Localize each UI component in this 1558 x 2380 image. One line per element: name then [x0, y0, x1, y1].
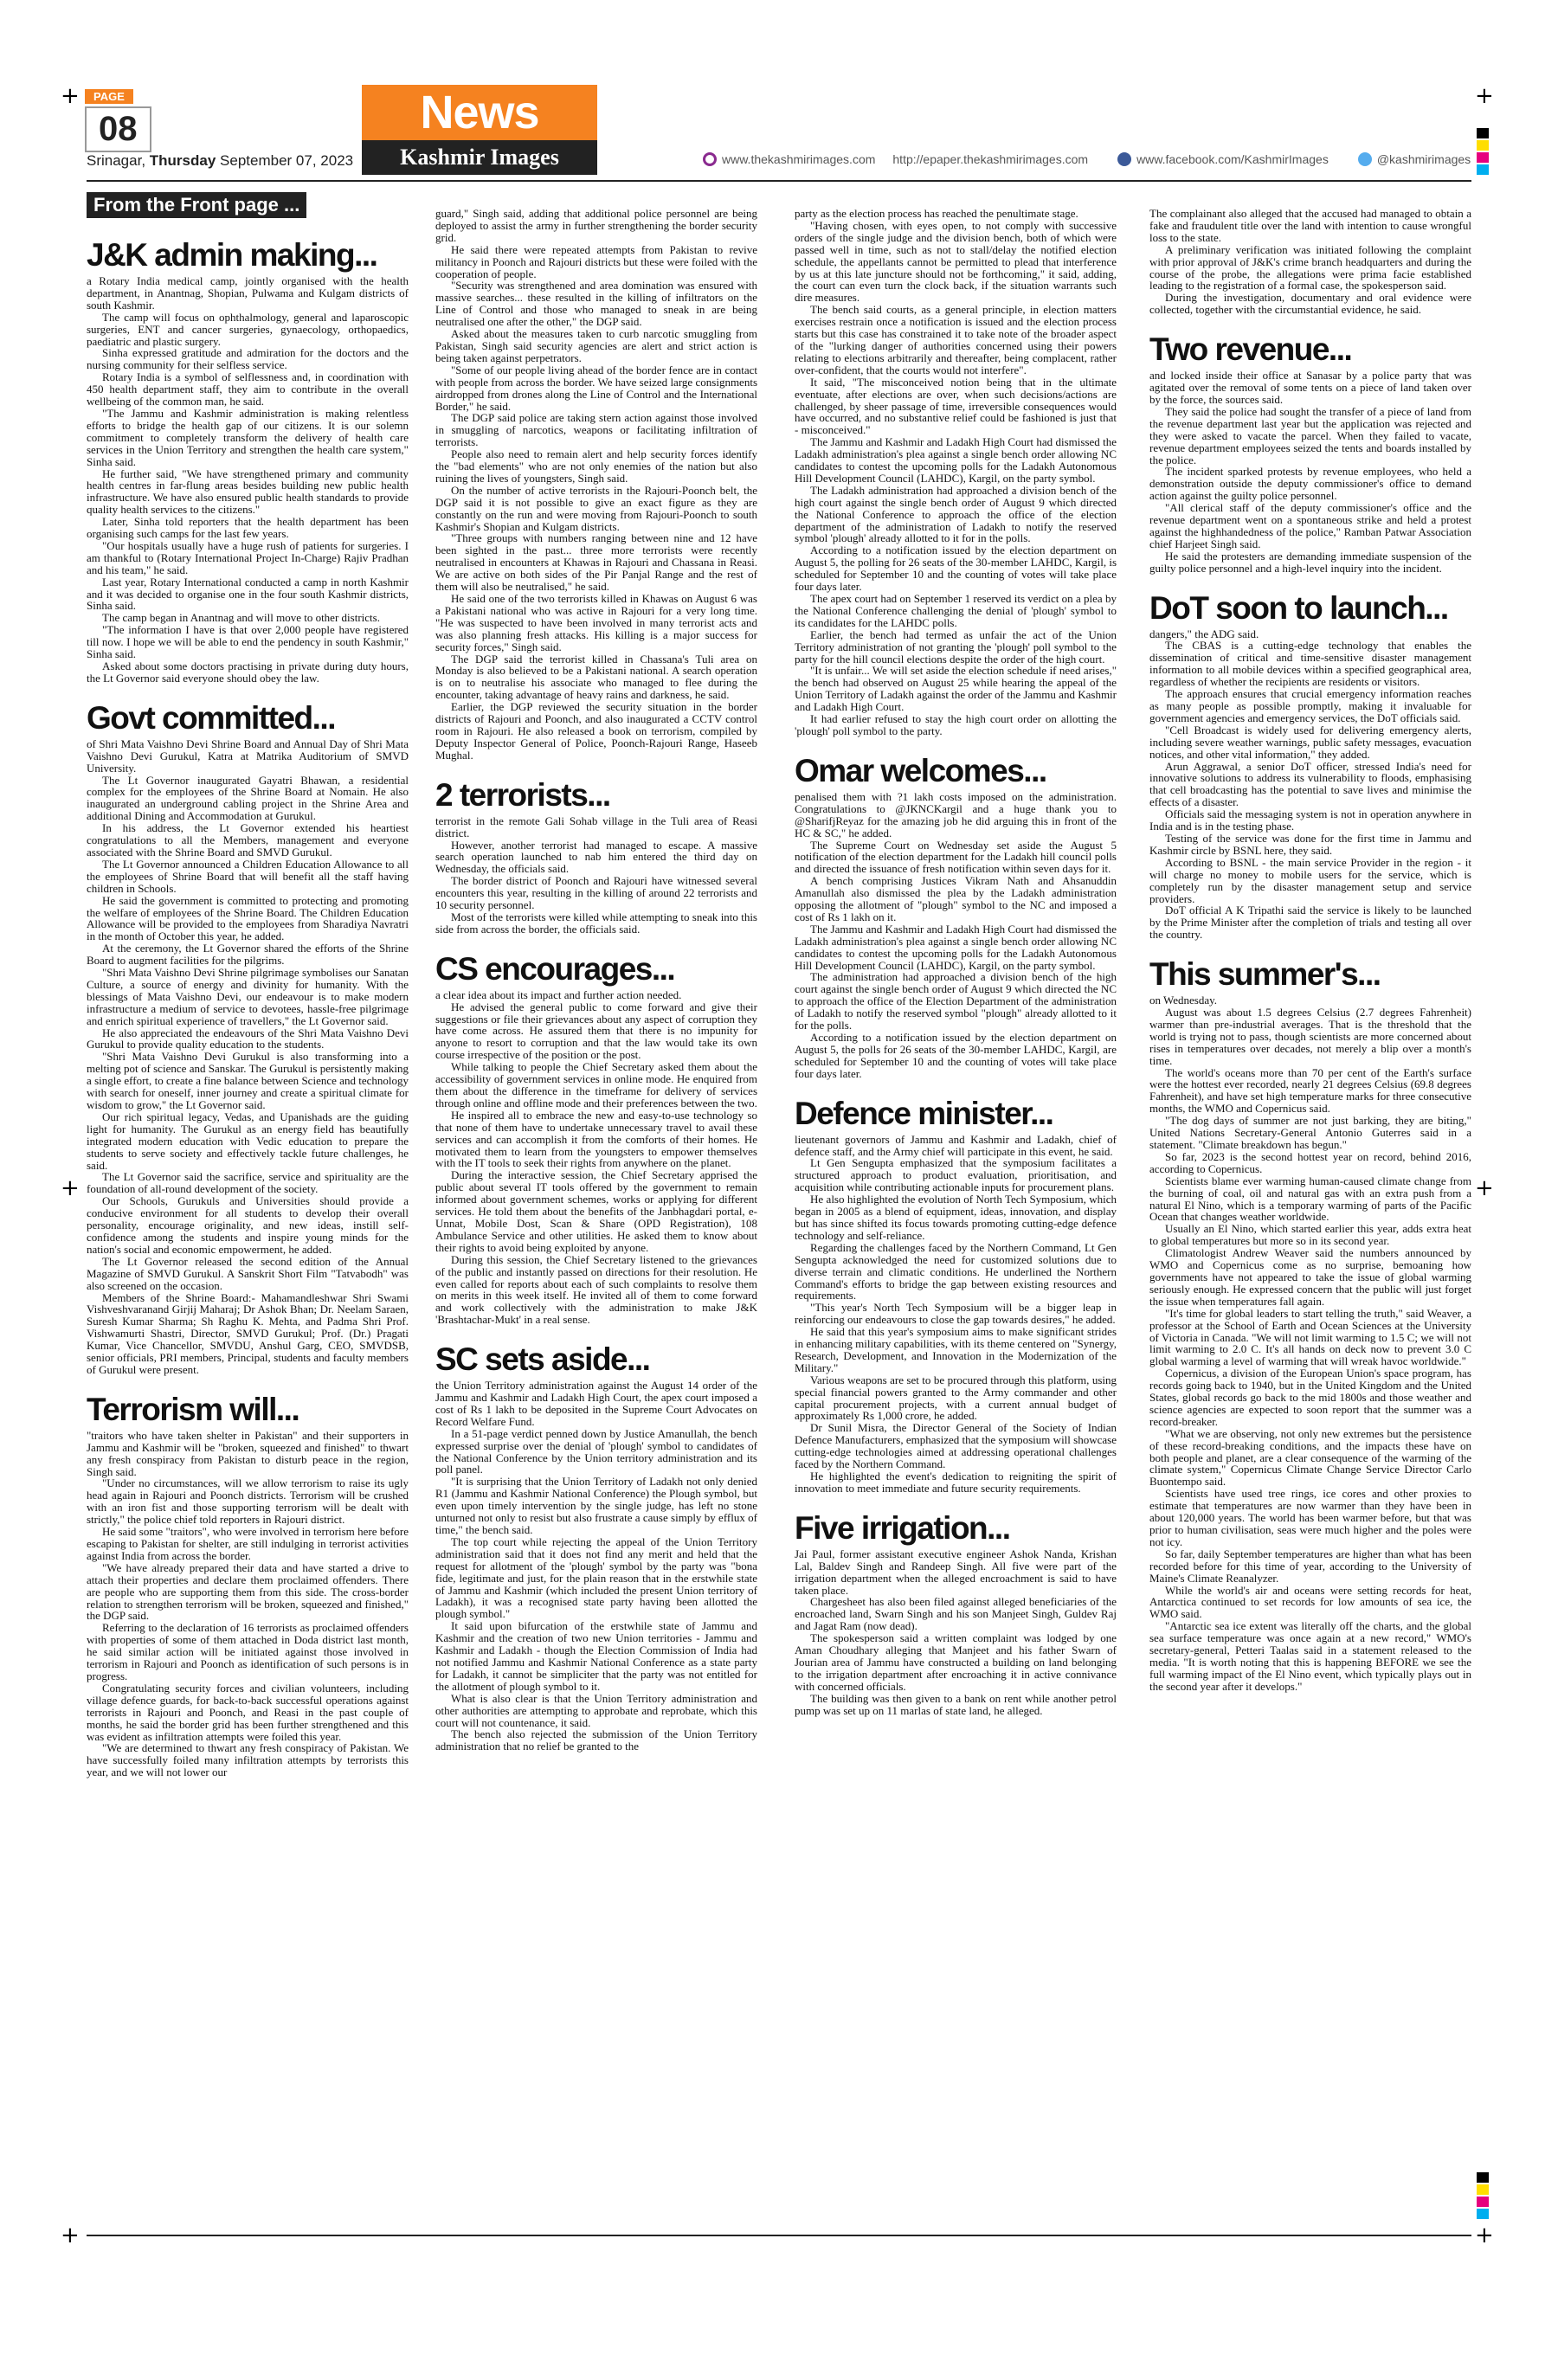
- article-paragraph: While talking to people the Chief Secretary asked them about the accessibility of government services in online mode. He enquired from them about the difference in the timeframe for delivery of services through online and offline mode and their preferences between the two.: [435, 1060, 757, 1110]
- article: [435, 1341, 757, 1753]
- article-paragraph: "The Jammu and Kashmir administration is making relentless efforts to bridge the health gap of our citizens. It is our solemn commitment to completely transform the delivery of health care services in the Union Territory and strengthen the health care system," Sinha said.: [87, 406, 409, 468]
- article-paragraph: Rotary India is a symbol of selflessness and, in coordination with 450 health department staff, they aim to contribute in the overall wellbeing of the common man, he said.: [87, 370, 409, 408]
- article-paragraph: Most of the terrorists were killed while attempting to sneak into this side from across the border, the officials said.: [435, 910, 757, 936]
- article-paragraph: People also need to remain alert and help security forces identify the "bad elements" who are not only enemies of the nation but also ruining the lives of youngsters, Singh said.: [435, 447, 757, 485]
- article-paragraph: Our Schools, Gurukuls and Universities should provide a conducive environment for all students to develop their overall personality, encourage originality, and new ideas, instill self-confidence among the students and inspire young minds for the nation's social and economic empowerment, he added.: [87, 1194, 409, 1256]
- article-paragraph: "traitors who have taken shelter in Pakistan" and their supporters in Jammu and Kashmir will be "broken, squeezed and finished" to thwart any fresh conspiracy from Pakistan to disturb peace in the region, Singh said.: [87, 1428, 409, 1478]
- article-paragraph: During the investigation, documentary and oral evidence were collected, together with the circumstantial evidence, he said.: [1149, 291, 1471, 317]
- article-paragraph: Arun Aggrawal, a senior DoT officer, stressed India's need for innovative solutions to address its vulnerability to floods, emphasising that cell broadcasting has the potential to save lives and minimise the effects of a disaster.: [1149, 759, 1471, 809]
- article-body: [1149, 994, 1471, 1693]
- article-body: [435, 208, 757, 762]
- column-3: [795, 208, 1117, 1733]
- article: [435, 777, 757, 936]
- page-number: 08: [85, 106, 151, 152]
- article-body: [87, 1430, 409, 1779]
- article-paragraph: "We are determined to thwart any fresh conspiracy of Pakistan. We have successfully foiled many infiltration attempts by terrorists this year, and we will not lower our: [87, 1741, 409, 1779]
- article-paragraph: Chargesheet has also been filed against alleged beneficiaries of the encroached land, Swarn Singh and his son Manjeet Singh, Guldev Raj and Jagat Ram (now dead).: [795, 1595, 1117, 1633]
- color-bar: [1477, 128, 1489, 177]
- article-paragraph: lieutenant governors of Jammu and Kashmir and Ladakh, chief of defence staff, and the Army chief will participate in this event, he said.: [795, 1132, 1117, 1158]
- article-body: [795, 208, 1117, 737]
- registration-mark: +: [61, 2222, 80, 2248]
- article-body: [795, 791, 1117, 1080]
- article-paragraph: It said, "The misconceived notion being that in the ultimate eventuate, after elections are over, when such decisions/actions are challenged, by sheer passage of time, irreversible consequences would have occurred, and no substantive relief could be fashioned is just that - misconceived.": [795, 375, 1117, 437]
- article-headline: CS encourages...: [435, 950, 675, 987]
- article-body: [87, 738, 409, 1376]
- article-paragraph: a Rotary India medical camp, jointly organised with the health department, in Anantnag, Shopian, Pulwama and Kulgam districts of south Kashmir.: [87, 274, 409, 312]
- article: [1149, 590, 1471, 942]
- page-label: PAGE: [85, 89, 133, 104]
- article-paragraph: "Cell Broadcast is widely used for delivering emergency alerts, including severe weather warnings, public safety messages, evacuation notices, and other vital information," they added.: [1149, 723, 1471, 761]
- article: [795, 753, 1117, 1080]
- article-headline: SC sets aside...: [435, 1341, 650, 1378]
- article-paragraph: On the number of active terrorists in the Rajouri-Poonch belt, the DGP said it is not possible to give an exact figure as they are constantly on the run and were moving from Rajouri-Poonch to south Kashmir's Shopian and Kulgam districts.: [435, 483, 757, 533]
- article-paragraph: He inspired all to embrace the new and easy-to-use technology so that none of them have to undertake unnecessary travel to avail these services and can accomplish it from the comforts of their homes. He motivated them to learn from the youngsters to empower themselves with the IT tools to seek their rights from anywhere on the planet.: [435, 1108, 757, 1170]
- article-paragraph: The complainant also alleged that the accused had managed to obtain a fake and fraudulent title over the land with intention to cause wrongful loss to the state.: [1149, 207, 1471, 244]
- article-paragraph: "This year's North Tech Symposium will be a bigger leap in reinforcing our endeavours to close the gap towards desires," he added.: [795, 1301, 1117, 1327]
- article-paragraph: "Under no circumstances, will we allow terrorism to raise its ugly head again in Rajouri and Poonch districts. Terrorism will be crushed with an iron fist and those supporting terrorism will be dealt with strictly," the police chief told reporters in Rajouri district.: [87, 1476, 409, 1527]
- column-1: [87, 232, 409, 1794]
- article: [435, 208, 757, 762]
- article: [795, 208, 1117, 737]
- dateline-day: Thursday: [149, 152, 216, 169]
- article-headline: Five irrigation...: [795, 1509, 1010, 1546]
- article-paragraph: The apex court had on September 1 reserved its verdict on a plea by the National Conference challenging the denial of 'plough' symbol to its candidates for the LAHDC polls.: [795, 592, 1117, 629]
- article-paragraph: "Our hospitals usually have a huge rush of patients for surgeries. I am thankful to (Rotary International Project In-Charge) Rajiv Pradhan and his team," he said.: [87, 538, 409, 576]
- article-paragraph: and locked inside their office at Sanasar by a police party that was agitated over the removal of some tents on a piece of land taken over by the force, the sources said.: [1149, 369, 1471, 406]
- article-paragraph: Earlier, the DGP reviewed the security situation in the border districts of Rajouri and Poonch, and also inaugurated a CCTV control room in Rajouri. He also released a book on terrorism, compiled by Deputy Inspector General of Police, Poonch-Rajouri Range, Haseeb Mughal.: [435, 700, 757, 762]
- article-paragraph: Last year, Rotary International conducted a camp in north Kashmir and it was decided to organise one in the four south Kashmir districts, Sinha said.: [87, 575, 409, 613]
- article: [795, 1096, 1117, 1495]
- article-paragraph: He further said, "We have strengthened primary and community health centres in far-flung areas besides building new public health infrastructure. We have also ensured public health standards to provide quality health services to the citizens.": [87, 466, 409, 517]
- article-paragraph: The bench also rejected the submission of the Union Territory administration that no relief be granted to the: [435, 1727, 757, 1753]
- column-2: [435, 208, 757, 1768]
- article-headline: Govt committed...: [87, 699, 335, 736]
- article-paragraph: dangers," the ADG said.: [1149, 627, 1259, 640]
- article-paragraph: Lt Gen Sengupta emphasized that the symposium facilitates a structured approach to product evaluation, prioritisation, and acquisition while contributing actionable inputs for procurement plans.: [795, 1156, 1117, 1194]
- article-paragraph: Dr Sunil Misra, the Director General of the Society of Indian Defence Manufacturers, emphasized that the symposium will showcase cutting-edge technologies aimed at addressing operational challenges faced by the Northern Command.: [795, 1421, 1117, 1471]
- article-paragraph: guard," Singh said, adding that additional police personnel are being deployed to assist the army in further strengthening the border security grid.: [435, 207, 757, 244]
- article-paragraph: During this session, the Chief Secretary listened to the grievances of the public and instantly passed on directions for their resolution. He even called for reports about each of such complaints to resolve them on merits in this week itself. He invited all of them to come forward and work collectively with the administration to make J&K 'Brashtachar-Mukt' in a real sense.: [435, 1252, 757, 1327]
- article-paragraph: August was about 1.5 degrees Celsius (2.7 degrees Fahrenheit) warmer than pre-industrial averages. That is the threshold that the world is trying not to pass, though scientists are more concerned about rises in temperatures over decades, not merely a blip over a month's time.: [1149, 1006, 1471, 1067]
- article-paragraph: According to a notification issued by the election department on August 5, the polls for 26 seats of the 30-member LAHDC, Kargil, are scheduled for September 10 and the counting of votes will take place four days later.: [795, 1031, 1117, 1080]
- article-paragraph: Jai Paul, former assistant executive engineer Ashok Nanda, Krishan Lal, Baldev Singh and Randeep Singh. All five were part of the irrigation department when the alleged encroachment is said to have taken place.: [795, 1547, 1117, 1597]
- article-headline: DoT soon to launch...: [1149, 589, 1448, 626]
- epaper-link[interactable]: http://epaper.thekashmirimages.com: [892, 152, 1089, 166]
- article-paragraph: Various weapons are set to be procured through this platform, using special financial powers granted to the Army commander and other capital procurement projects, with a current annual budget of approximately Rs 1,000 crore, he added.: [795, 1373, 1117, 1423]
- article-headline: 2 terrorists...: [435, 776, 610, 813]
- article-headline: J&K admin making...: [87, 237, 377, 273]
- article-paragraph: Scientists blame ever warming human-caused climate change from the burning of coal, oil and natural gas with an extra push from a natural El Nino, which is a temporary warming of parts of the Pacific Ocean that changes weather worldwide.: [1149, 1174, 1471, 1224]
- column-4: [1149, 208, 1471, 1708]
- article-paragraph: "Some of our people living ahead of the border fence are in contact with people from across the border. We have seized large consignments airdropped from drones along the Line of Control and the International Border," he said.: [435, 363, 757, 413]
- article-headline: Defence minister...: [795, 1095, 1053, 1131]
- article-paragraph: penalised them with ?1 lakh costs imposed on the administration. Congratulations to @JKNCKargil and a huge thank you to @SharifjReyaz for the amazing job he did arguing this in front of the HC & SC," he added.: [795, 789, 1117, 839]
- article: [87, 700, 409, 1376]
- article-paragraph: "Shri Mata Vaishno Devi Shrine pilgrimage symbolises our Sanatan Culture, a source of energy and divinity for humanity. With the blessings of Mata Vaishno Devi, our endeavour is to make modern infrastructure a medium of service to devotees, hassle-free pilgrimage and enrich spiritual experience of travellers," the Lt Governor said.: [87, 966, 409, 1027]
- article-paragraph: The DGP said the terrorist killed in Chassana's Tuli area on Monday is also believed to be a Pakistani national. A search operation is on to neutralise his associate who managed to flee during the encounter, taking advantage of heavy rains and darkness, he said.: [435, 652, 757, 702]
- article-paragraph: He also highlighted the evolution of North Tech Symposium, which began in 2005 as a blend of equipment, ideas, innovation, and display but has since shifted its focus towards promoting cutting-edge defence technology and self-reliance.: [795, 1193, 1117, 1242]
- article-paragraph: Asked about some doctors practising in private during duty hours, the Lt Governor said everyone should obey the law.: [87, 659, 409, 685]
- article-body: [1149, 370, 1471, 574]
- article-paragraph: Referring to the declaration of 16 terrorists as proclaimed offenders with properties of some of them attached in Doda district last month, he said similar action will be initiated against those involved in terrorism in Rajouri and Poonch as identification of such persons is in progress.: [87, 1621, 409, 1682]
- article-paragraph: "Three groups with numbers ranging between nine and 12 have been sighted in the past... three more terrorists were recently neutralised in encounters at Khawas in Rajouri and Chassana in Reasi. We are active on both sides of the Pir Panjal Range and the rest of them will also be neutralised," he said.: [435, 531, 757, 594]
- article-paragraph: At the ceremony, the Lt Governor shared the efforts of the Shrine Board to augment facilities for the pilgrims.: [87, 942, 409, 968]
- article-paragraph: The administration had approached a division bench of the high court against the single bench order of August 9 which directed the NC to approach the office of the Election Department of the administration of Ladakh to notify the reserved symbol "plough" already allotted to it for the polls.: [795, 970, 1117, 1032]
- article-paragraph: Later, Sinha told reporters that the health department has been organising such camps for the last few years.: [87, 515, 409, 541]
- article-paragraph: The bench said courts, as a general principle, in election matters exercises restrain once a notification is issued and the election process starts but this case has constrained it to take note of the broader aspect of the "lurking danger of authorities concerned using their powers relating to elections arbitrarily and thereafter, being complacent, rather over-confident, that the courts would not interfere".: [795, 303, 1117, 376]
- article-paragraph: The world's oceans more than 70 per cent of the Earth's surface were the hottest ever recorded, nearly 21 degrees Celsius (69.8 degrees Fahrenheit), and have set high temperature marks for three consecutive months, the WMO and Copernicus said.: [1149, 1065, 1471, 1116]
- article-headline: Terrorism will...: [87, 1391, 299, 1427]
- top-rule: [87, 180, 1471, 182]
- article-paragraph: Usually an El Nino, which started earlier this year, adds extra heat to global temperatures but more so in its second year.: [1149, 1222, 1471, 1248]
- article-paragraph: The spokesperson said a written complaint was lodged by one Aman Choudhary alleging that Manjeet and his father Swarn of Jourian area of Jammu have constructed a building on land belonging to the irrigation department after encroaching it in active connivance with concerned officials.: [795, 1631, 1117, 1693]
- article-paragraph: "It's time for global leaders to start telling the truth," said Weaver, a professor at the School of Earth and Ocean Sciences at the University of Victoria in Canada. "We will not limit warming to 1.5 C; we will not limit warming to 2.0 C. It's all hands on deck now to prevent 3.0 C global warming a level of warming that will wreak havoc worldwide.": [1149, 1306, 1471, 1368]
- article-paragraph: "Antarctic sea ice extent was literally off the charts, and the global sea surface temperature was once again at a new record," WMO's secretary-general, Petteri Taalas said in a statement released to the media. "It is worth noting that this is happening BEFORE we see the full warming impact of the El Nino event, which typically plays out in the second year after it develops.": [1149, 1619, 1471, 1693]
- article-paragraph: "The information I have is that over 2,000 people have registered till now. I hope we will be able to end the pendency in south Kashmir," Sinha said.: [87, 623, 409, 661]
- front-page-banner: From the Front page ...: [87, 192, 306, 218]
- article-body: [435, 815, 757, 936]
- article-paragraph: In his address, the Lt Governor extended his heartiest congratulations to all the Members, management and everyone associated with the Shrine Board and SMVD Gurukul.: [87, 821, 409, 859]
- article-paragraph: a clear idea about its impact and further action needed.: [435, 987, 682, 1001]
- article-paragraph: The Supreme Court on Wednesday set aside the August 5 notification of the election department for the Ladakh hill council polls and directed the issuance of fresh notification within seven days for it.: [795, 838, 1117, 876]
- article-paragraph: Asked about the measures taken to curb narcotic smuggling from Pakistan, Singh said security agencies are alert and strict action is being taken against perpetrators.: [435, 327, 757, 364]
- article-headline: Two revenue...: [1149, 331, 1352, 368]
- article-paragraph: "It is unfair... We will set aside the election schedule if need arises," the bench had observed on August 25 while hearing the appeal of the Union Territory of Ladakh against the order of the Jammu and Kashmir and Ladakh High Court.: [795, 664, 1117, 714]
- article-paragraph: He said there were repeated attempts from Pakistan to revive militancy in Poonch and Rajouri districts but these were foiled with the cooperation of people.: [435, 242, 757, 280]
- article: [1149, 956, 1471, 1693]
- dateline-date: September 07, 2023: [220, 152, 354, 169]
- article-paragraph: He said one of the two terrorists killed in Khawas on August 6 was a Pakistani national who was active in Rajouri for a very long time. "He was suspected to have been involved in many terrorist acts and was also planning fresh attacks. His killing is a major success for security forces," Singh said.: [435, 592, 757, 653]
- dateline: [87, 152, 353, 170]
- article-paragraph: A bench comprising Justices Vikram Nath and Ahsanuddin Amanullah also dismissed the plea by the Ladakh administration opposing the allotment of "plough" symbol to the NC and imposed a cost of Rs 1 lakh on it.: [795, 874, 1117, 923]
- article-paragraph: It had earlier refused to stay the high court order on allotting the 'plough' poll symbol to the party.: [795, 712, 1117, 737]
- article-paragraph: the Union Territory administration against the August 14 order of the Jammu and Kashmir and Ladakh High Court, the apex court imposed a cost of Rs 1 lakh to be deposited in the Supreme Court Advocates on Record Welfare Fund.: [435, 1379, 757, 1428]
- article-paragraph: The top court while rejecting the appeal of the Union Territory administration said that it does not find any merit and held that the request for allotment of the 'plough' symbol by the party was "bona fide, legitimate and just, for the plain reason that in the erstwhile state of Jammu and Kashmir (which included the present Union territory of Ladakh), it was a recognised state party having been allotted the plough symbol.": [435, 1534, 757, 1621]
- registration-mark: +: [61, 1175, 80, 1201]
- page-number-box: [85, 89, 152, 152]
- article-paragraph: Copernicus, a division of the European Union's space program, has records going back to 1940, but in the United Kingdom and the United States, global records go back to the mid 1800s and those weather and science agencies are expected to soon report that the summer was a record-breaker.: [1149, 1367, 1471, 1428]
- article-paragraph: According to BSNL - the main service Provider in the region - it will charge no money to mobile users for the service, which is completely run by the disaster management setup and service providers.: [1149, 855, 1471, 905]
- paper-name: Kashmir Images: [400, 145, 559, 170]
- article-paragraph: However, another terrorist had managed to escape. A massive search operation launched to nab him entered the third day on Wednesday, the officials said.: [435, 838, 757, 876]
- article-paragraph: According to a notification issued by the election department on August 5, the polling for 26 seats of the 30-member LAHDC, Kargil, is scheduled for September 10 and the counting of votes will take place four days later.: [795, 544, 1117, 594]
- article-headline: This summer's...: [1149, 956, 1381, 993]
- website-icon: [703, 152, 717, 166]
- article-paragraph: The Jammu and Kashmir and Ladakh High Court had dismissed the Ladakh administration's plea against a single bench order allowing NC candidates to contest the upcoming polls for the Ladakh Autonomous Hill Development Council (LAHDC), Kargil, on the party symbol.: [795, 435, 1117, 485]
- article-headline: Omar welcomes...: [795, 752, 1046, 788]
- article-paragraph: He said that this year's symposium aims to make significant strides in enhancing military capabilities, with its theme centered on "Synergy, Research, Development, and Innovation in the Modernization of the Military.": [795, 1325, 1117, 1374]
- article-body: [1149, 208, 1471, 316]
- article-paragraph: Members of the Shrine Board:- Mahamandleshwar Shri Swami Vishveshvaranand Girjij Maharaj; Dr Ashok Bhan; Dr. Neelam Saraen, Suresh Kumar Sharma; Sh Raghu K. Mehta, and Padma Shri Prof. Vishwamurti Shastri, Director, SMVD Gurukul; Prof. (Dr.) Pragati Kumar, Vice Chancellor, SMVDU, Anshul Garg, CEO, SMVDSB, senior officials, PRI members, Principal, students and faculty members of Gurukul were present.: [87, 1290, 409, 1376]
- article-paragraph: The Jammu and Kashmir and Ladakh High Court had dismissed the Ladakh administration's plea against a single bench order allowing NC candidates to contest the upcoming polls for the Ladakh Autonomous Hill Development Council (LAHDC), Kargil, on the party symbol.: [795, 922, 1117, 972]
- article-body: [1149, 628, 1471, 942]
- article-paragraph: Testing of the service was done for the first time in Jammu and Kashmir circle by BSNL here, they said.: [1149, 831, 1471, 857]
- contact-links: [703, 152, 1482, 166]
- article-paragraph: He said the protesters are demanding immediate suspension of the guilty police personnel and a high-level inquiry into the incident.: [1149, 549, 1471, 575]
- article-paragraph: He advised the general public to come forward and give their suggestions or file their grievances about any aspect of corruption they have come across. He assured them that there is no impunity for anyone to resort to corruption and that the law would take its own course irrespective of the position or the post.: [435, 1000, 757, 1062]
- registration-mark: +: [61, 83, 80, 109]
- article-paragraph: The Lt Governor inaugurated Gayatri Bhawan, a residential complex for the employees of the Shrine Board at Nomain. He also inaugurated an underground cabling project in the Shrine Area and additional Dining and Accommodation at Gurukul.: [87, 773, 409, 823]
- article-paragraph: "What we are observing, not only new extremes but the persistence of these record-breaking conditions, and the impacts these have on both people and planet, are a clear consequence of the warming of the climate system," Copernicus Climate Change Service Director Carlo Buontempo said.: [1149, 1426, 1471, 1489]
- facebook-link[interactable]: www.facebook.com/KashmirImages: [1136, 152, 1329, 166]
- article-paragraph: of Shri Mata Vaishno Devi Shrine Board and Annual Day of Shri Mata Vaishno Devi Gurukul, Katra at Matrika Auditorium of SMVD University.: [87, 737, 409, 775]
- registration-mark: +: [1475, 83, 1494, 109]
- article-paragraph: "All clerical staff of the deputy commissioner's office and the revenue department went on a spontaneous strike and held a protest against the highhandedness of the police," Ramban Patwar Association chief Harjeet Singh said.: [1149, 501, 1471, 550]
- article: [1149, 208, 1471, 316]
- article-paragraph: Congratulating security forces and civilian volunteers, including village defence guards, for back-to-back successful operations against terrorists in Rajouri and Poonch, and Reasi in the past couple of months, he said the border grid has been further strengthened and this was evident as infiltration attempts were foiled this year.: [87, 1681, 409, 1743]
- article-paragraph: The Lt Governor released the second edition of the Annual Magazine of SMVD Gurukul. A Sanskrit Short Film "Tatvabodh" was also screened on the occasion.: [87, 1254, 409, 1292]
- article-paragraph: Officials said the messaging system is not in operation anywhere in India and is in the testing phase.: [1149, 807, 1471, 833]
- article-paragraph: So far, daily September temperatures are higher than what has been recorded before for this time of year, according to the University of Maine's Climate Reanalyzer.: [1149, 1547, 1471, 1585]
- article-paragraph: Earlier, the bench had termed as unfair the act of the Union Territory administration of not granting the 'plough' poll symbol to the party for the hill council elections despite the order of the high court.: [795, 627, 1117, 666]
- article-paragraph: The camp will focus on ophthalmology, general and laparoscopic surgeries, ENT and cancer surgeries, gynaecology, orthopaedics, paediatric and plastic surgery.: [87, 310, 409, 348]
- article-paragraph: He said the government is committed to protecting and promoting the welfare of employees of the Shrine Board. The Children Education Allowance will be provided to the employees from Sharadiya Navratri in the month of October this year, he added.: [87, 893, 409, 943]
- article-paragraph: A preliminary verification was initiated following the complaint with prior approval of J&K's crime branch headquarters and during the course of the probe, the allegations were prima facie established leading to the registration of a formal case, the spokesperson said.: [1149, 242, 1471, 293]
- article-paragraph: Regarding the challenges faced by the Northern Command, Lt Gen Sengupta acknowledged the need for customized solutions due to diverse terrain and climatic conditions. He underlined the Northern Command's efforts to bridge the gap between existing resources and requirements.: [795, 1240, 1117, 1303]
- article-paragraph: "The dog days of summer are not just barking, they are biting," United Nations Secretary-General Antonio Guterres said in a statement. "Climate breakdown has begun.": [1149, 1114, 1471, 1151]
- article-paragraph: He also appreciated the endeavours of the Shri Mata Vaishno Devi Gurukul to provide quality education to the students.: [87, 1026, 409, 1052]
- article-paragraph: "We have already prepared their data and have started a drive to attach their properties and declare them proclaimed offenders. There are people who are supporting them from this side. The cross-border relation to strengthen terrorism will be broken, squeezed and finished," the DGP said.: [87, 1560, 409, 1623]
- article: [87, 237, 409, 685]
- article-body: [795, 1548, 1117, 1717]
- article-paragraph: party as the election process has reached the penultimate stage.: [795, 207, 1078, 220]
- article-paragraph: DoT official A K Tripathi said the service is likely to be launched by the Prime Minister after the completion of trials and testing all over the country.: [1149, 904, 1471, 942]
- facebook-icon: [1117, 152, 1131, 166]
- article-paragraph: He highlighted the event's dedication to reigniting the spirit of innovation to meet immediate and future security requirements.: [795, 1470, 1117, 1495]
- website-link[interactable]: www.thekashmirimages.com: [722, 152, 876, 166]
- bottom-rule: [87, 2235, 1471, 2236]
- article-paragraph: "It is surprising that the Union Territory of Ladakh not only denied R1 (Jammu and Kashmir National Conference) the Plough symbol, but even upon timely intervention by the single judge, has left no stone unturned not only to resist but also frustrate a cause simply by efflux of time," the bench said.: [435, 1475, 757, 1536]
- section-brand: [362, 85, 597, 178]
- article-paragraph: The Lt Governor said the sacrifice, service and spirituality are the foundation of all-round development of the society.: [87, 1170, 409, 1196]
- article-paragraph: The border district of Poonch and Rajouri have witnessed several encounters this year, resulting in the killing of around 22 terrorists and 10 security personnel.: [435, 874, 757, 912]
- article-paragraph: Our rich spiritual legacy, Vedas, and Upanishads are the guiding light for humanity. The Gurukul as an energy field has beautifully integrated modern education with Vedic education to prepare the students to serve society and effectively tackle future challenges, he said.: [87, 1110, 409, 1172]
- article-paragraph: The CBAS is a cutting-edge technology that enables the dissemination of critical and time-sensitive disaster management information to all mobile devices within a specified geographical area, regardless of whether the recipients are residents or visitors.: [1149, 639, 1471, 689]
- article: [795, 1510, 1117, 1717]
- article-body: [87, 275, 409, 685]
- article-paragraph: He said some "traitors", who were involved in terrorism here before escaping to Pakistan for shelter, are still indulging in terrorist activities against India from across the border.: [87, 1525, 409, 1562]
- article-paragraph: Climatologist Andrew Weaver said the numbers announced by WMO and Copernicus come as no surprise, bemoaning how governments have not appeared to take the issue of global warming seriously enough. He expressed concern that the public will just forget the issue when temperatures fall again.: [1149, 1246, 1471, 1308]
- article: [1149, 331, 1471, 574]
- registration-mark: +: [1475, 1175, 1494, 1201]
- article-paragraph: The Lt Governor announced a Children Education Allowance to all the employees of Shrine Board that will benefit all the staff having children in Schools.: [87, 857, 409, 895]
- article: [435, 951, 757, 1326]
- article-body: [435, 989, 757, 1326]
- article-paragraph: What is also clear is that the Union Territory administration and other authorities are attempting to approbate and reprobate, which this court will not countenance, it said.: [435, 1691, 757, 1729]
- article-paragraph: So far, 2023 is the second hottest year on record, behind 2016, according to Copernicus.: [1149, 1149, 1471, 1175]
- article-paragraph: The DGP said police are taking stern action against those involved in smuggling of narcotics, weapons or facilitating infiltration of terrorists.: [435, 411, 757, 449]
- article-paragraph: It said upon bifurcation of the erstwhile state of Jammu and Kashmir and the creation of two new Union territories - Jammu and Kashmir and Ladakh - though the Election Commission of India had not notified Jammu and Kashmir National Conference as a state party for Ladakh, it cannot be simpliciter that the party was not entitled for the allotment of plough symbol to it.: [435, 1619, 757, 1693]
- article-paragraph: While the world's air and oceans were setting records for heat, Antarctica continued to set records for low amounts of sea ice, the WMO said.: [1149, 1583, 1471, 1621]
- article-paragraph: During the interactive session, the Chief Secretary apprised the public about several IT tools offered by the government to remain informed about government schemes, works or applying for different services. He told them about the benefits of the Janbhagdari portal, e-Unnat, Mobile Dost, Scan & Share (OPD Registration), 108 Ambulance Service and other utilities. He asked them to know about their rights to avoid being exploited by anyone.: [435, 1168, 757, 1254]
- article-paragraph: terrorist in the remote Gali Sohab village in the Tuli area of Reasi district.: [435, 814, 757, 839]
- article-paragraph: The approach ensures that crucial emergency information reaches as many people as possible promptly, making it invaluable for government agencies and emergency services, the DoT officials said.: [1149, 687, 1471, 724]
- section-title: News: [420, 87, 539, 138]
- article-paragraph: The camp began in Anantnag and will move to other districts.: [102, 611, 380, 625]
- registration-mark: +: [1475, 2222, 1494, 2248]
- article-paragraph: Sinha expressed gratitude and admiration for the doctors and the nursing community for their selfless service.: [87, 346, 409, 372]
- article-paragraph: on Wednesday.: [1149, 994, 1218, 1007]
- twitter-link[interactable]: @kashmirimages: [1376, 152, 1471, 166]
- twitter-icon: [1358, 152, 1372, 166]
- color-bar: [1477, 2172, 1489, 2221]
- article-paragraph: In a 51-page verdict penned down by Justice Amanullah, the bench expressed surprise over the denial of 'plough' symbol to candidates of the National Conference by the Union territory administration and its poll panel.: [435, 1426, 757, 1476]
- article-body: [795, 1134, 1117, 1495]
- article-body: [435, 1380, 757, 1753]
- dateline-place: Srinagar,: [87, 152, 146, 169]
- article-paragraph: The building was then given to a bank on rent while another petrol pump was set up on 11 marlas of state land, he alleged.: [795, 1691, 1117, 1717]
- article-paragraph: "Security was strengthened and area domination was ensured with massive searches... these resulted in the killing of infiltrators on the Line of Control and those who managed to sneak in are being neutralised one after the other," the DGP said.: [435, 279, 757, 329]
- article-paragraph: Scientists have used tree rings, ice cores and other proxies to estimate that temperatures are now warmer than they have been in about 120,000 years. The world has been warmer before, but that was prior to human civilisation, seas were much higher and the poles were not icy.: [1149, 1487, 1471, 1548]
- article-paragraph: The incident sparked protests by revenue employees, who held a demonstration outside the deputy commissioner's office to demand action against the guilty police personnel.: [1149, 465, 1471, 503]
- article-paragraph: The Ladakh administration had approached a division bench of the high court against the single bench order of August 9 which directed the National Conference to approach the office of the election department of the administration of Ladakh to notify the reserved symbol 'plough' already allotted to it for in the polls.: [795, 483, 1117, 545]
- article-paragraph: "Having chosen, with eyes open, to not comply with successive orders of the single judge and the division bench, both of which were passed well in time, such as not to stall/delay the notified election schedule, the appellants cannot be permitted to plead that interference by us at this late juncture should not be forthcoming," it said, adding, the court can even turn the clock back, if the situation warrants such dire measures.: [795, 218, 1117, 305]
- article: [87, 1392, 409, 1779]
- article-paragraph: They said the police had sought the transfer of a piece of land from the revenue department last year but the application was rejected and they were asked to vacate the parcel. When they failed to vacate, revenue department employees seized the tents and boards installed by the police.: [1149, 404, 1471, 466]
- article-paragraph: "Shri Mata Vaishno Devi Gurukul is also transforming into a melting pot of science and Sanskar. The Gurukul is persistently making a single effort, to create a fine balance between Science and technology with search for oneself, inner journey and create a spiritual climate for wisdom to grow," the Lt Governor said.: [87, 1050, 409, 1111]
